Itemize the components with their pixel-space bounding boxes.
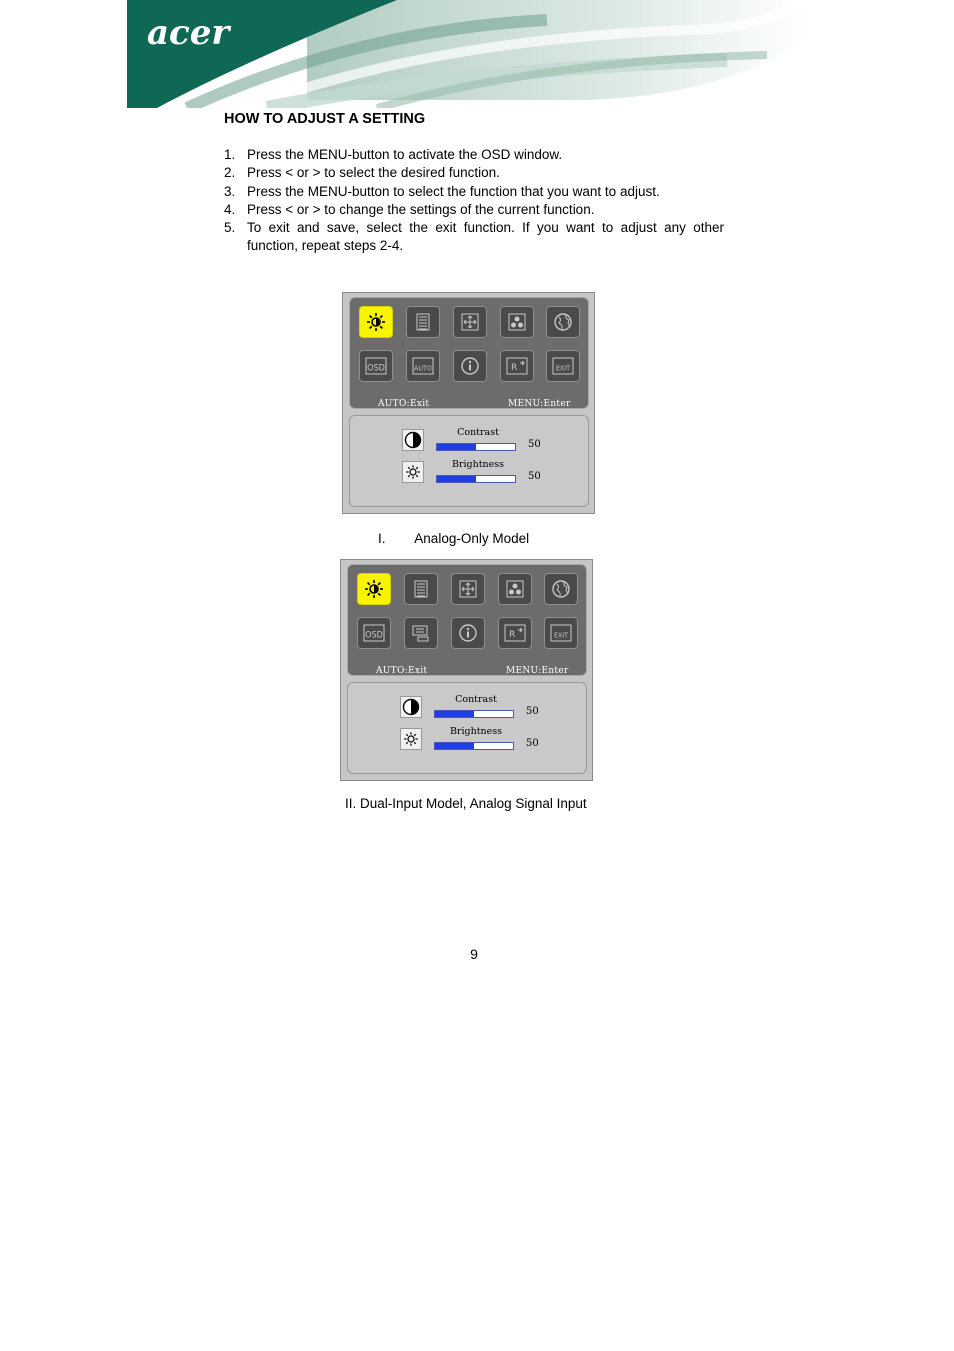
- step-item: [224, 219, 724, 256]
- step-item: [224, 164, 724, 182]
- brightness-icon: [400, 728, 422, 750]
- info-icon: [451, 617, 485, 649]
- svg-text:R: R: [509, 630, 516, 640]
- contrast-value: 50: [528, 439, 541, 450]
- slider-fill: [437, 444, 476, 450]
- slider-fill: [435, 711, 474, 717]
- reset-icon: [498, 617, 532, 649]
- step-number: 1.: [224, 147, 236, 162]
- step-number: 3.: [224, 183, 236, 199]
- position-icon: [451, 573, 485, 605]
- step-text: Press the MENU-button to activate the OSD window.: [247, 147, 563, 162]
- osd-icon: [359, 350, 393, 382]
- icon-label: OSD: [367, 363, 385, 374]
- exit-icon: [546, 350, 580, 382]
- lines-icon: [404, 573, 438, 605]
- icon-label: EXIT: [556, 364, 570, 373]
- menu-enter-hint: MENU:Enter: [508, 399, 571, 409]
- icon-label: AUTO: [414, 364, 432, 373]
- auto-icon: [406, 350, 440, 382]
- osd-menu-panel: [349, 297, 589, 409]
- contrast-slider: [434, 710, 514, 718]
- exit-icon: [544, 617, 578, 649]
- osd-adjust-panel: [349, 415, 589, 507]
- menu-enter-hint: MENU:Enter: [506, 666, 569, 676]
- contrast-slider: [436, 443, 516, 451]
- brightness-value: 50: [526, 738, 539, 749]
- color-icon: [500, 306, 534, 338]
- position-icon: [453, 306, 487, 338]
- brightness-icon: [357, 573, 391, 605]
- step-text: Press < or > to select the desired function.: [247, 165, 500, 181]
- contrast-label: Contrast: [455, 694, 497, 705]
- banner-graphic: [127, 0, 807, 108]
- contrast-label: Contrast: [457, 427, 499, 438]
- auto-exit-hint: AUTO:Exit: [376, 666, 428, 676]
- globe-icon: [544, 573, 578, 605]
- step-item: [224, 183, 724, 201]
- svg-text:R: R: [511, 363, 518, 373]
- contrast-value: 50: [526, 706, 539, 717]
- auto-exit-hint: AUTO:Exit: [378, 399, 430, 409]
- lines-icon: [406, 306, 440, 338]
- osd-icon: [357, 617, 391, 649]
- caption-number: I.: [378, 531, 386, 546]
- brightness-label: Brightness: [449, 726, 503, 737]
- brightness-value: 50: [528, 471, 541, 482]
- step-text: Press the MENU-button to select the function that you want to adjust.: [247, 183, 660, 199]
- section-heading: HOW TO ADJUST A SETTING: [224, 111, 426, 127]
- acer-logo: acer: [147, 13, 230, 53]
- brightness-icon: [402, 461, 424, 483]
- icon-label: EXIT: [554, 631, 568, 640]
- caption-dual-input: II. Dual-Input Model, Analog Signal Input: [345, 796, 587, 811]
- icon-label: OSD: [365, 630, 383, 641]
- globe-icon: [546, 306, 580, 338]
- brightness-slider: [434, 742, 514, 750]
- osd-screenshot-dual-input: [340, 559, 593, 781]
- reset-icon: [500, 350, 534, 382]
- header-banner: [127, 0, 807, 108]
- step-number: 4.: [224, 201, 236, 217]
- contrast-icon: [400, 696, 422, 718]
- step-item: [224, 201, 724, 219]
- slider-fill: [435, 743, 474, 749]
- brightness-slider: [436, 475, 516, 483]
- steps-list: [224, 146, 724, 256]
- color-icon: [498, 573, 532, 605]
- brightness-icon: [359, 306, 393, 338]
- osd-adjust-panel: [347, 682, 587, 774]
- osd-screenshot-analog: [342, 292, 595, 514]
- contrast-icon: [402, 429, 424, 451]
- step-number: 5.: [224, 220, 236, 236]
- osd-menu-panel: [347, 564, 587, 676]
- caption-analog: [378, 531, 529, 546]
- input-icon: [404, 617, 438, 649]
- step-text: To exit and save, select the exit function. If you want to adjust any other function, repeat steps 2-4.: [247, 220, 724, 254]
- step-number: 2.: [224, 165, 236, 181]
- caption-text: Analog-Only Model: [414, 531, 530, 546]
- page-number: 9: [470, 946, 478, 962]
- slider-fill: [437, 476, 476, 482]
- info-icon: [453, 350, 487, 382]
- step-text: Press < or > to change the settings of the current function.: [247, 201, 595, 217]
- step-item: [224, 146, 724, 164]
- brightness-label: Brightness: [451, 459, 505, 470]
